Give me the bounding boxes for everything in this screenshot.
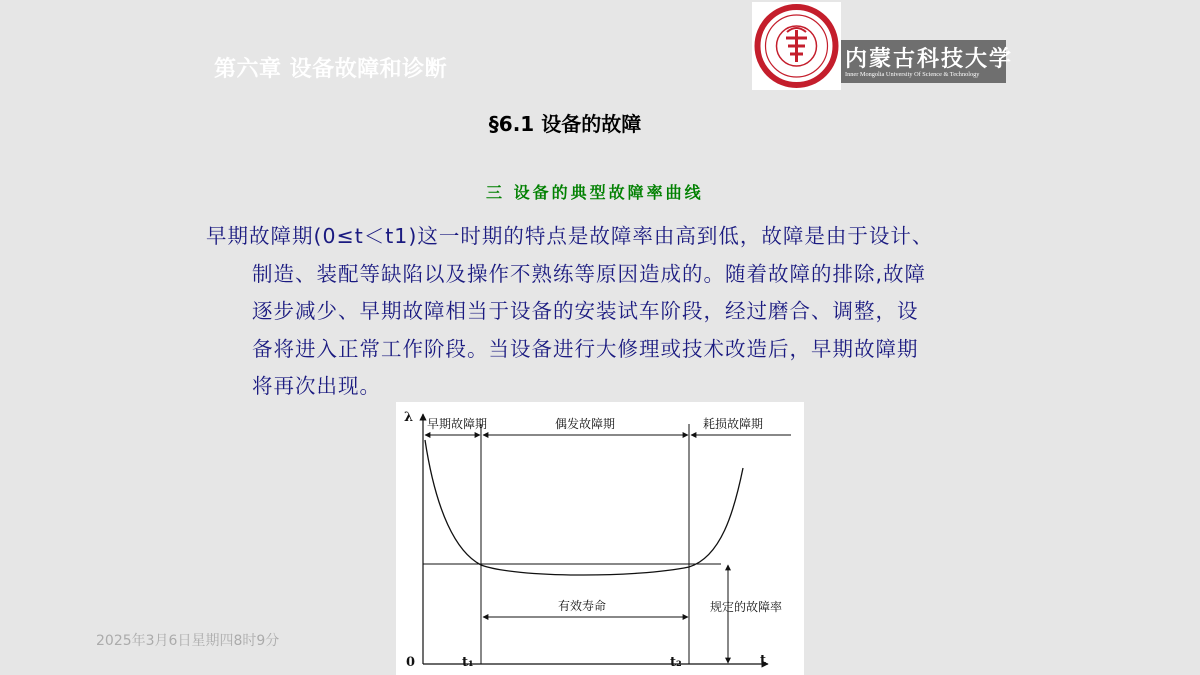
paragraph-line: 将再次出现。: [252, 374, 381, 398]
paragraph-line: 早期故障期(0≤t＜t1)这一时期的特点是故障率由高到低，故障是由于设计、: [206, 224, 934, 248]
paragraph-line: 逐步减少、早期故障相当于设备的安装试车阶段，经过磨合、调整，设: [252, 299, 919, 323]
specified-rate-label: 规定的故障率: [710, 600, 783, 614]
university-name-en: Inner Mongolia University Of Science & Technology: [845, 71, 980, 78]
university-name-banner: [841, 40, 1014, 83]
t2-label: t₂: [670, 655, 682, 670]
t1-label: t₁: [462, 655, 474, 670]
paragraph-line: 制造、装配等缺陷以及操作不熟练等原因造成的。随着故障的排除,故障: [252, 261, 927, 286]
failure-rate-curve: [425, 440, 743, 575]
footer-date: 2025年3月6日星期四8时9分: [96, 633, 280, 649]
wearout-period-label: 耗损故障期: [703, 417, 764, 431]
random-period-label: 偶发故障期: [555, 417, 616, 431]
x-axis-label: t: [760, 653, 767, 668]
subsection-title: 三 设备的典型故障率曲线: [486, 183, 704, 202]
university-name-cn: 内蒙古科技大学: [845, 46, 1014, 72]
bathtub-curve-figure: [396, 402, 804, 675]
chapter-title: 第六章 设备故障和诊断: [214, 57, 448, 82]
y-axis-label: λ: [404, 410, 414, 425]
paragraph-line: 备将进入正常工作阶段。当设备进行大修理或技术改造后，早期故障期: [252, 336, 919, 361]
university-seal-logo: [752, 2, 841, 90]
section-title: §6.1 设备的故障: [488, 112, 642, 136]
early-period-label: 早期故障期: [427, 417, 488, 431]
useful-life-label: 有效寿命: [558, 599, 607, 613]
origin-label: 0: [406, 655, 416, 670]
body-paragraph: [206, 218, 1016, 406]
